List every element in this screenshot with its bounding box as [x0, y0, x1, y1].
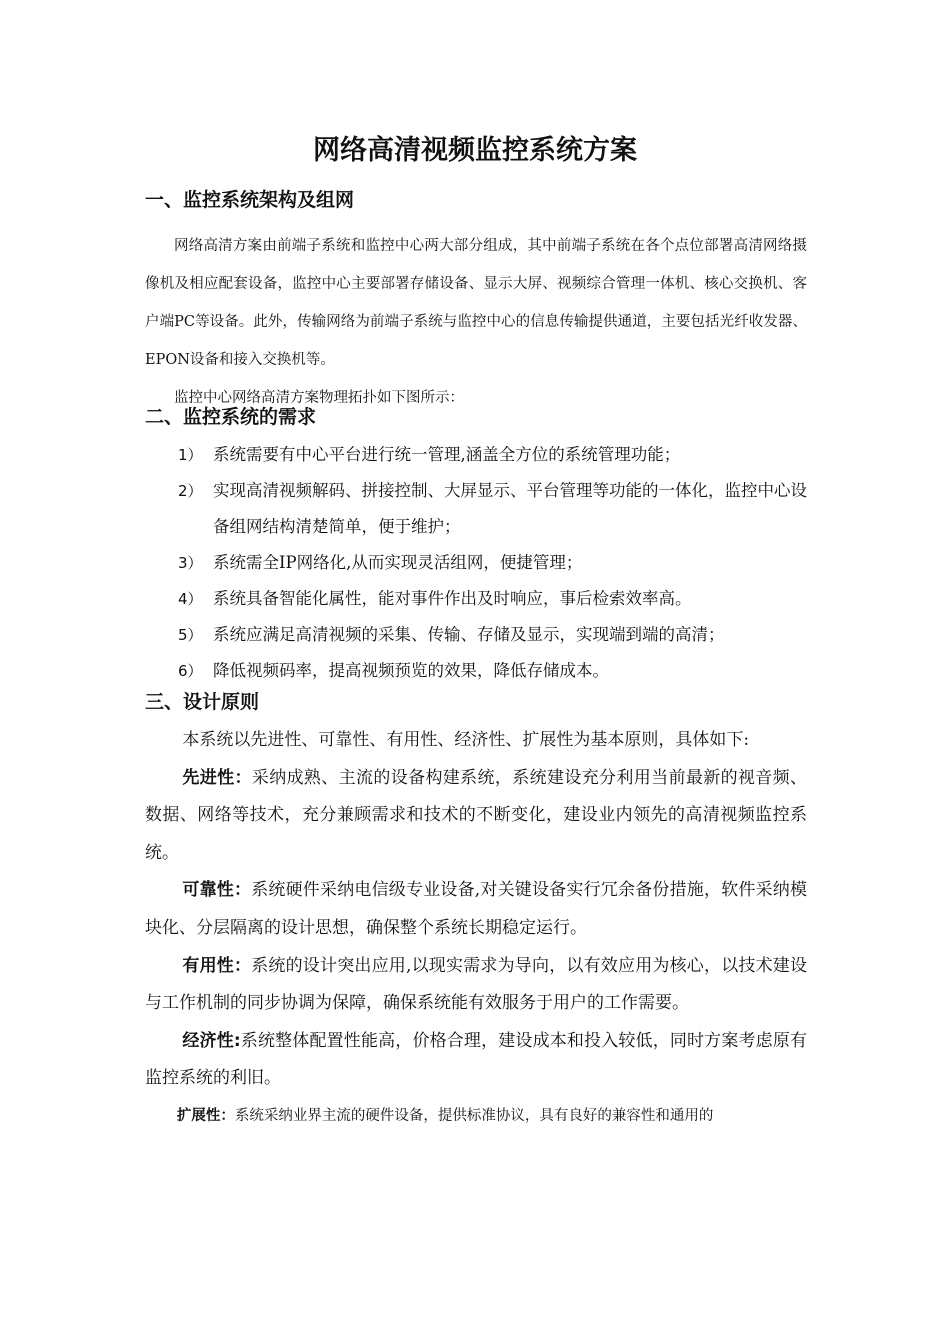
principle-label: 先进性：	[182, 767, 252, 788]
section-heading-design-principles: 三、设计原则	[145, 691, 260, 713]
paragraph: 网络高清方案由前端子系统和监控中心两大部分组成，其中前端子系统在各个点位部署高清网络摄像机及相应配套设备，监控中心主要部署存储设备、显示大屏、视频综合管理一体机、核心交换机、客户端PC等设备。此外，传输网络为前端子系统与监控中心的信息传输提供通道，主要包括光纤收发器、EPON设备和接入交换机等。	[145, 238, 807, 368]
list-item	[178, 653, 818, 689]
list-item	[178, 437, 818, 473]
list-item	[178, 617, 818, 653]
list-item-text: 系统需要有中心平台进行统一管理,涵盖全方位的系统管理功能；	[213, 445, 681, 464]
paragraph: 监控中心网络高清方案物理拓扑如下图所示：	[174, 390, 464, 406]
principle-text: 系统整体配置性能高，价格合理，建设成本和投入较低，同时方案考虑原有监控系统的利旧。	[145, 1030, 807, 1089]
principle-text: 系统硬件采纳电信级专业设备,对关键设备实行冗余备份措施，软件采纳模块化、分层隔离的设计思想，确保整个系统长期稳定运行。	[145, 880, 808, 938]
list-item	[178, 545, 818, 581]
list-item-text: 实现高清视频解码、拼接控制、大屏显示、平台管理等功能的一体化，监控中心设备组网结构清楚简单，便于维护；	[213, 481, 807, 536]
principle-text: 采纳成熟、主流的设备构建系统，系统建设充分利用当前最新的视音频、数据、网络等技术，充分兼顾需求和技术的不断变化，建设业内领先的高清视频监控系统。	[145, 767, 808, 863]
section-heading-architecture: 一、监控系统架构及组网	[145, 189, 355, 211]
section-heading-requirements: 二、监控系统的需求	[145, 406, 317, 428]
list-item-number: 1）	[178, 446, 203, 464]
list-item	[178, 473, 818, 545]
section-design-principles-body	[145, 722, 807, 1136]
list-item-text: 系统具备智能化属性，能对事件作出及时响应，事后检索效率高。	[213, 589, 692, 608]
list-item-text: 系统应满足高清视频的采集、传输、存储及显示，实现端到端的高清；	[213, 625, 725, 644]
list-item-text: 系统需全IP网络化,从而实现灵活组网，便捷管理；	[213, 553, 583, 572]
principle-label: 经济性:	[182, 1030, 241, 1051]
requirements-list	[178, 437, 818, 689]
principle-paragraph	[145, 1023, 807, 1098]
section-architecture-body	[145, 227, 807, 417]
principle-paragraph	[145, 872, 807, 947]
document-title: 网络高清视频监控系统方案	[313, 135, 637, 166]
list-item-number: 5）	[178, 626, 203, 644]
principle-paragraph	[145, 1098, 807, 1136]
principle-text: 系统采纳业界主流的硬件设备，提供标准协议，具有良好的兼容性和通用的	[234, 1107, 714, 1124]
principle-label: 有用性：	[182, 955, 252, 976]
principle-label: 可靠性：	[182, 880, 252, 901]
list-item	[178, 581, 818, 617]
principle-text: 系统的设计突出应用,以现实需求为导向，以有效应用为核心，以技术建设与工作机制的同步协调为保障，确保系统能有效服务于用户的工作需要。	[145, 955, 808, 1014]
list-item-text: 降低视频码率，提高视频预览的效果，降低存储成本。	[213, 661, 609, 680]
list-item-number: 6）	[178, 662, 203, 680]
principle-paragraph	[145, 948, 807, 1023]
paragraph: 本系统以先进性、可靠性、有用性、经济性、扩展性为基本原则，具体如下:	[182, 730, 750, 750]
list-item-number: 4）	[178, 590, 203, 608]
principle-paragraph	[145, 760, 807, 873]
principle-label: 扩展性：	[176, 1107, 235, 1124]
list-item-number: 3）	[178, 554, 203, 572]
list-item-number: 2）	[178, 482, 203, 500]
